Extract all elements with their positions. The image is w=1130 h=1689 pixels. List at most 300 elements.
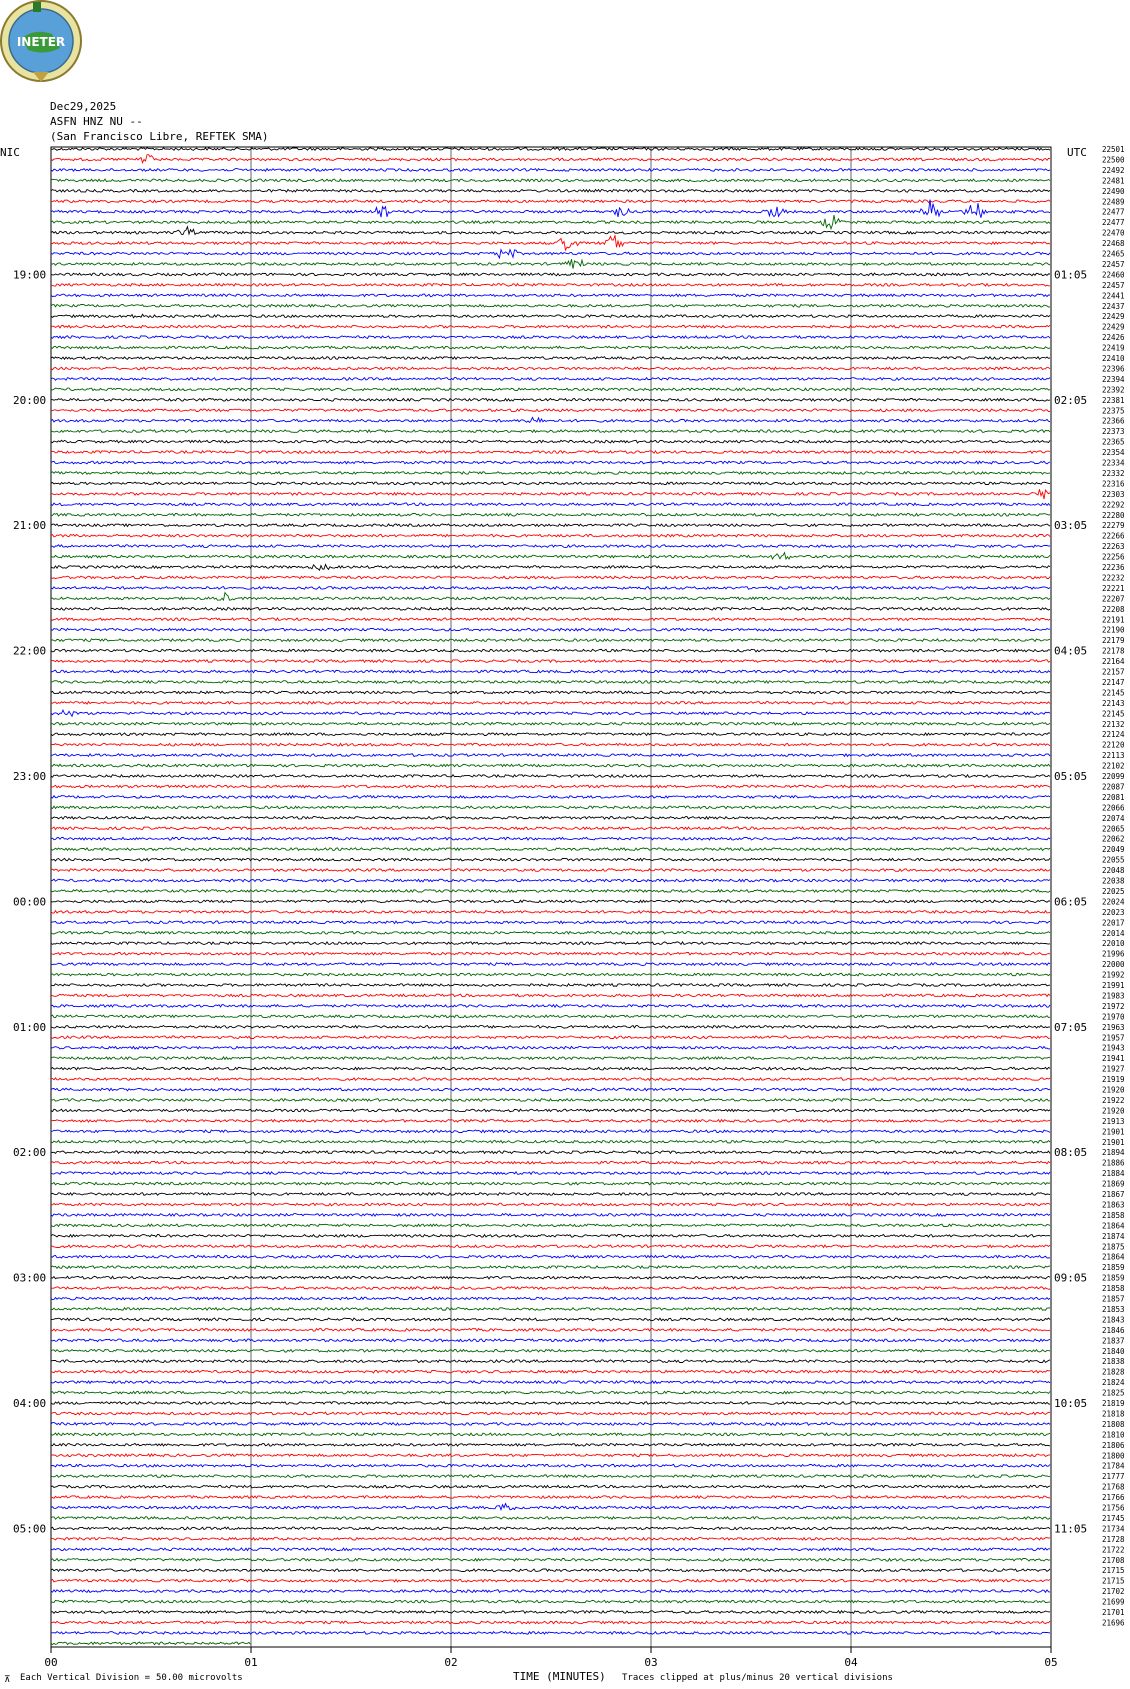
x-tick-label: 03 bbox=[644, 1656, 658, 1669]
trace-rms-value: 22334 bbox=[1102, 458, 1125, 468]
trace-line bbox=[51, 660, 1050, 663]
trace-rms-value: 22256 bbox=[1102, 552, 1125, 562]
trace-rms-value: 21766 bbox=[1102, 1493, 1125, 1502]
trace-line bbox=[51, 1067, 1050, 1070]
trace-line bbox=[51, 670, 1050, 673]
trace-rms-value: 22025 bbox=[1102, 886, 1125, 896]
trace-line bbox=[51, 1266, 1050, 1269]
trace-line bbox=[51, 215, 1050, 229]
trace-rms-value: 22145 bbox=[1102, 709, 1125, 719]
trace-line bbox=[51, 1255, 1050, 1258]
trace-rms-value: 21941 bbox=[1102, 1054, 1125, 1064]
trace-rms-value: 22316 bbox=[1102, 479, 1125, 489]
plot-frame bbox=[51, 147, 1051, 1647]
trace-rms-value: 21784 bbox=[1102, 1461, 1125, 1471]
trace-line bbox=[51, 837, 1050, 840]
trace-line bbox=[51, 1235, 1050, 1238]
trace-rms-value: 21800 bbox=[1102, 1451, 1125, 1461]
trace-rms-value: 21859 bbox=[1102, 1273, 1125, 1283]
trace-rms-value: 21864 bbox=[1102, 1221, 1125, 1231]
trace-rms-value: 21702 bbox=[1102, 1587, 1125, 1597]
x-tick-label: 05 bbox=[1044, 1656, 1058, 1669]
trace-line bbox=[51, 796, 1050, 799]
right-hour-label: 05:05 bbox=[1054, 770, 1088, 783]
trace-rms-value: 21894 bbox=[1102, 1148, 1125, 1158]
trace-rms-value: 22457 bbox=[1102, 280, 1125, 290]
trace-line bbox=[51, 743, 1050, 746]
trace-line bbox=[51, 1527, 1050, 1530]
trace-line bbox=[51, 1559, 1050, 1562]
trace-line bbox=[51, 723, 1050, 726]
scale-prefix: Each Vertical Division = bbox=[20, 1673, 151, 1683]
trace-rms-value: 21818 bbox=[1102, 1409, 1125, 1419]
trace-rms-value: 21728 bbox=[1102, 1534, 1125, 1544]
trace-rms-value: 22208 bbox=[1102, 604, 1125, 614]
trace-rms-value: 22392 bbox=[1102, 385, 1125, 395]
trace-rms-value: 21901 bbox=[1102, 1137, 1125, 1147]
left-hour-label: 03:00 bbox=[13, 1271, 47, 1285]
x-tick-label: 01 bbox=[244, 1656, 258, 1669]
trace-rms-value: 21863 bbox=[1102, 1200, 1125, 1210]
trace-rms-value: 21824 bbox=[1102, 1378, 1125, 1388]
trace-line bbox=[51, 1569, 1050, 1572]
trace-line bbox=[51, 775, 1050, 778]
trace-line bbox=[51, 1496, 1050, 1499]
trace-line bbox=[51, 1224, 1050, 1227]
trace-rms-value: 22375 bbox=[1102, 406, 1125, 416]
right-hour-label: 04:05 bbox=[1054, 644, 1088, 658]
trace-line bbox=[51, 1099, 1050, 1102]
trace-line bbox=[51, 1423, 1050, 1426]
trace-line bbox=[51, 785, 1050, 788]
trace-line bbox=[51, 1600, 1050, 1603]
trace-rms-value: 21768 bbox=[1102, 1482, 1125, 1492]
trace-rms-value: 22087 bbox=[1102, 782, 1125, 792]
trace-rms-value: 21715 bbox=[1102, 1566, 1125, 1576]
trace-line bbox=[51, 399, 1050, 402]
right-hour-label: 10:05 bbox=[1054, 1397, 1088, 1410]
trace-rms-value: 21920 bbox=[1102, 1085, 1125, 1095]
trace-rms-value: 22481 bbox=[1102, 176, 1125, 186]
trace-line bbox=[51, 482, 1050, 485]
left-hour-label: 22:00 bbox=[13, 644, 47, 658]
trace-line bbox=[51, 409, 1050, 412]
trace-line bbox=[51, 1214, 1050, 1217]
trace-rms-value: 22381 bbox=[1102, 395, 1125, 405]
trace-rms-value: 21808 bbox=[1102, 1419, 1125, 1429]
trace-line bbox=[51, 1350, 1050, 1353]
left-hour-label: 05:00 bbox=[13, 1522, 47, 1536]
trace-rms-value: 22221 bbox=[1102, 583, 1125, 593]
trace-line bbox=[51, 1433, 1050, 1436]
scale-value: 50.00 microvolts bbox=[156, 1673, 243, 1683]
trace-line bbox=[51, 879, 1050, 882]
left-hour-label: 19:00 bbox=[13, 268, 47, 282]
trace-line bbox=[51, 1015, 1050, 1018]
trace-rms-value: 21920 bbox=[1102, 1106, 1125, 1116]
x-axis-label: TIME (MINUTES) bbox=[513, 1670, 606, 1683]
trace-rms-value: 22477 bbox=[1102, 207, 1125, 217]
trace-rms-value: 21858 bbox=[1102, 1284, 1125, 1293]
trace-rms-value: 22263 bbox=[1102, 542, 1125, 552]
trace-line bbox=[51, 378, 1050, 381]
trace-rms-value: 22366 bbox=[1102, 416, 1125, 426]
trace-line bbox=[51, 1402, 1050, 1405]
trace-line bbox=[51, 681, 1050, 684]
trace-line bbox=[51, 1287, 1050, 1290]
trace-line bbox=[51, 1151, 1050, 1154]
trace-rms-value: 22023 bbox=[1102, 907, 1125, 917]
trace-line bbox=[51, 1057, 1050, 1060]
trace-rms-value: 22179 bbox=[1102, 636, 1125, 646]
trace-rms-value: 22303 bbox=[1102, 489, 1125, 499]
trace-rms-value: 22066 bbox=[1102, 803, 1125, 813]
trace-line bbox=[51, 1203, 1050, 1206]
trace-rms-value: 21919 bbox=[1102, 1075, 1125, 1084]
trace-rms-value: 22437 bbox=[1102, 301, 1125, 311]
trace-rms-value: 21869 bbox=[1102, 1179, 1125, 1189]
trace-line bbox=[51, 973, 1050, 976]
trace-line bbox=[51, 259, 1050, 269]
trace-rms-value: 22266 bbox=[1102, 531, 1125, 541]
trace-rms-value: 21963 bbox=[1102, 1022, 1125, 1032]
trace-line bbox=[51, 1391, 1050, 1394]
trace-line bbox=[51, 235, 1050, 250]
trace-rms-value: 21957 bbox=[1102, 1033, 1125, 1043]
trace-line bbox=[51, 1454, 1050, 1457]
trace-rms-value: 22280 bbox=[1102, 510, 1125, 520]
trace-rms-value: 22429 bbox=[1102, 312, 1125, 322]
trace-rms-value: 21819 bbox=[1102, 1399, 1125, 1408]
trace-line bbox=[51, 1276, 1050, 1279]
trace-line bbox=[51, 1120, 1050, 1123]
trace-rms-value: 21756 bbox=[1102, 1503, 1125, 1513]
trace-rms-value: 21901 bbox=[1102, 1127, 1125, 1137]
trace-line bbox=[51, 514, 1050, 517]
right-hour-label: 06:05 bbox=[1054, 895, 1088, 909]
trace-line bbox=[51, 952, 1050, 955]
x-tick-label: 00 bbox=[44, 1656, 58, 1669]
trace-line bbox=[51, 1182, 1050, 1185]
trace-line bbox=[51, 1109, 1050, 1112]
right-timezone-label: UTC bbox=[1067, 146, 1087, 159]
trace-rms-value: 21837 bbox=[1102, 1336, 1125, 1346]
trace-line bbox=[51, 430, 1050, 433]
trace-rms-value: 22477 bbox=[1102, 218, 1125, 228]
trace-line bbox=[51, 587, 1050, 590]
trace-line bbox=[51, 451, 1050, 454]
right-hour-label: 03:05 bbox=[1054, 519, 1088, 533]
trace-rms-value: 22489 bbox=[1102, 197, 1125, 207]
left-hour-label: 01:00 bbox=[13, 1020, 47, 1034]
trace-line bbox=[51, 900, 1050, 903]
trace-line bbox=[51, 817, 1050, 820]
trace-rms-value: 21853 bbox=[1102, 1304, 1125, 1314]
x-tick-label: 04 bbox=[844, 1656, 858, 1669]
trace-line bbox=[51, 227, 1050, 235]
trace-line bbox=[51, 534, 1050, 537]
trace-rms-value: 21996 bbox=[1102, 949, 1125, 959]
trace-line bbox=[51, 1130, 1050, 1133]
trace-line bbox=[51, 1517, 1050, 1520]
trace-line bbox=[51, 417, 1050, 422]
left-hour-label: 21:00 bbox=[13, 519, 47, 533]
right-hour-label: 08:05 bbox=[1054, 1146, 1088, 1160]
x-tick-label: 02 bbox=[444, 1656, 458, 1669]
right-hour-label: 11:05 bbox=[1054, 1522, 1088, 1536]
trace-rms-value: 21922 bbox=[1102, 1095, 1125, 1105]
left-hour-label: 23:00 bbox=[13, 770, 47, 783]
trace-line bbox=[51, 1621, 1050, 1624]
trace-line bbox=[51, 1088, 1050, 1091]
trace-rms-value: 22429 bbox=[1102, 322, 1125, 332]
trace-line bbox=[51, 1141, 1050, 1144]
trace-line bbox=[51, 1329, 1050, 1332]
right-hour-label: 09:05 bbox=[1054, 1271, 1088, 1285]
trace-rms-value: 22465 bbox=[1102, 249, 1125, 259]
trace-rms-value: 21864 bbox=[1102, 1252, 1125, 1262]
trace-rms-value: 21875 bbox=[1102, 1242, 1125, 1252]
trace-line bbox=[51, 1642, 251, 1645]
trace-line bbox=[51, 942, 1050, 945]
trace-rms-value: 21992 bbox=[1102, 970, 1125, 980]
trace-rms-value: 21828 bbox=[1102, 1367, 1125, 1377]
logo-text: INETER bbox=[16, 35, 66, 49]
trace-line bbox=[51, 764, 1050, 767]
trace-line bbox=[51, 608, 1050, 611]
trace-line bbox=[51, 628, 1050, 631]
right-hour-label: 07:05 bbox=[1054, 1020, 1088, 1034]
trace-rms-value: 22157 bbox=[1102, 667, 1125, 677]
trace-line bbox=[51, 754, 1050, 757]
trace-line bbox=[51, 1464, 1050, 1467]
trace-rms-value: 22426 bbox=[1102, 333, 1125, 343]
trace-line bbox=[51, 367, 1050, 370]
trace-rms-value: 21859 bbox=[1102, 1263, 1125, 1273]
trace-rms-value: 21874 bbox=[1102, 1231, 1125, 1241]
trace-line bbox=[51, 284, 1050, 287]
trace-rms-value: 22354 bbox=[1102, 448, 1125, 457]
trace-rms-value: 21943 bbox=[1102, 1043, 1125, 1053]
trace-rms-value: 21858 bbox=[1102, 1210, 1125, 1220]
trace-rms-value: 21699 bbox=[1102, 1597, 1125, 1607]
trace-rms-value: 22178 bbox=[1102, 646, 1125, 656]
trace-line bbox=[51, 1504, 1050, 1510]
trace-rms-value: 21927 bbox=[1102, 1064, 1125, 1074]
trace-rms-value: 22010 bbox=[1102, 939, 1125, 949]
trace-line bbox=[51, 806, 1050, 809]
trace-rms-value: 22457 bbox=[1102, 259, 1125, 269]
trace-rms-value: 21696 bbox=[1102, 1618, 1125, 1628]
trace-line bbox=[51, 848, 1050, 851]
trace-line bbox=[51, 1297, 1050, 1300]
trace-rms-value: 21838 bbox=[1102, 1357, 1125, 1367]
trace-line bbox=[51, 1538, 1050, 1541]
trace-line bbox=[51, 932, 1050, 935]
trace-rms-value: 21884 bbox=[1102, 1169, 1125, 1179]
trace-line bbox=[51, 1245, 1050, 1248]
trace-rms-value: 21913 bbox=[1102, 1116, 1125, 1126]
trace-rms-value: 21810 bbox=[1102, 1430, 1125, 1440]
trace-line bbox=[51, 593, 1050, 601]
trace-line bbox=[51, 1026, 1050, 1029]
trace-line bbox=[51, 576, 1050, 579]
trace-line bbox=[51, 1360, 1050, 1363]
trace-rms-value: 22332 bbox=[1102, 468, 1125, 478]
trace-line bbox=[51, 1412, 1050, 1415]
trace-line bbox=[51, 472, 1050, 475]
right-hour-label: 01:05 bbox=[1054, 268, 1088, 282]
trace-line bbox=[51, 148, 1050, 151]
trace-rms-value: 21825 bbox=[1102, 1388, 1125, 1398]
scale-icon: ⊼ bbox=[4, 1675, 11, 1685]
trace-line bbox=[51, 890, 1050, 893]
trace-rms-value: 22492 bbox=[1102, 165, 1125, 175]
trace-rms-value: 21734 bbox=[1102, 1524, 1125, 1534]
trace-rms-value: 21806 bbox=[1102, 1440, 1125, 1450]
trace-rms-value: 22048 bbox=[1102, 866, 1125, 875]
trace-line bbox=[51, 618, 1050, 621]
trace-rms-value: 22102 bbox=[1102, 761, 1125, 771]
trace-line bbox=[51, 461, 1050, 464]
trace-rms-value: 22190 bbox=[1102, 625, 1125, 635]
trace-line bbox=[51, 827, 1050, 830]
trace-rms-value: 22207 bbox=[1102, 594, 1125, 604]
trace-line bbox=[51, 963, 1050, 966]
trace-rms-value: 21970 bbox=[1102, 1012, 1125, 1022]
trace-line bbox=[51, 691, 1050, 694]
trace-line bbox=[51, 346, 1050, 349]
trace-rms-value: 22394 bbox=[1102, 374, 1125, 384]
trace-rms-value: 22000 bbox=[1102, 960, 1125, 970]
trace-line bbox=[51, 169, 1050, 172]
trace-rms-value: 21991 bbox=[1102, 981, 1125, 990]
left-hour-label: 00:00 bbox=[13, 895, 47, 909]
trace-rms-value: 22065 bbox=[1102, 824, 1125, 834]
trace-line bbox=[51, 1579, 1050, 1582]
trace-line bbox=[51, 702, 1050, 705]
trace-line bbox=[51, 911, 1050, 914]
trace-line bbox=[51, 1475, 1050, 1478]
trace-line bbox=[51, 565, 1050, 571]
trace-rms-value: 21983 bbox=[1102, 991, 1125, 1001]
trace-line bbox=[51, 1172, 1050, 1175]
trace-rms-value: 22074 bbox=[1102, 813, 1125, 823]
trace-line bbox=[51, 179, 1050, 182]
trace-rms-value: 21843 bbox=[1102, 1315, 1125, 1325]
trace-line bbox=[51, 1381, 1050, 1384]
station-label: (San Francisco Libre, REFTEK SMA) bbox=[50, 130, 269, 143]
trace-line bbox=[51, 1005, 1050, 1008]
trace-rms-value: 22143 bbox=[1102, 698, 1125, 708]
trace-line bbox=[51, 1339, 1050, 1342]
trace-rms-value: 21972 bbox=[1102, 1001, 1125, 1011]
trace-rms-value: 22501 bbox=[1102, 145, 1125, 154]
trace-rms-value: 22099 bbox=[1102, 772, 1125, 781]
trace-rms-value: 22014 bbox=[1102, 928, 1125, 938]
date-label: Dec29,2025 bbox=[50, 100, 117, 113]
trace-rms-value: 22419 bbox=[1102, 343, 1125, 353]
trace-line bbox=[51, 984, 1050, 987]
trace-rms-value: 21777 bbox=[1102, 1472, 1125, 1482]
trace-rms-value: 22470 bbox=[1102, 228, 1125, 238]
trace-line bbox=[51, 1318, 1050, 1321]
trace-line bbox=[51, 305, 1050, 308]
trace-rms-value: 22468 bbox=[1102, 239, 1125, 249]
trace-rms-value: 22292 bbox=[1102, 500, 1125, 510]
trace-rms-value: 21867 bbox=[1102, 1190, 1125, 1199]
trace-rms-value: 22396 bbox=[1102, 364, 1125, 374]
trace-line bbox=[51, 639, 1050, 642]
trace-rms-value: 22049 bbox=[1102, 845, 1125, 855]
trace-line bbox=[51, 200, 1050, 203]
trace-rms-value: 22460 bbox=[1102, 270, 1125, 280]
trace-line bbox=[51, 190, 1050, 193]
right-hour-label: 02:05 bbox=[1054, 393, 1088, 407]
trace-line bbox=[51, 553, 1050, 559]
trace-rms-value: 22055 bbox=[1102, 855, 1125, 865]
trace-rms-value: 21701 bbox=[1102, 1608, 1125, 1617]
trace-line bbox=[51, 1485, 1050, 1488]
trace-rms-value: 21846 bbox=[1102, 1325, 1125, 1335]
trace-line bbox=[51, 1548, 1050, 1551]
trace-rms-value: 22147 bbox=[1102, 677, 1125, 687]
trace-line bbox=[51, 357, 1050, 360]
trace-rms-value: 22236 bbox=[1102, 563, 1125, 572]
trace-line bbox=[51, 1632, 1050, 1635]
trace-line bbox=[51, 1444, 1050, 1447]
trace-line bbox=[51, 1036, 1050, 1039]
left-hour-label: 02:00 bbox=[13, 1146, 47, 1160]
trace-line bbox=[51, 1078, 1050, 1081]
trace-line bbox=[51, 869, 1050, 872]
trace-rms-value: 22441 bbox=[1102, 291, 1125, 301]
left-timezone-label: NIC bbox=[0, 146, 20, 159]
trace-line bbox=[51, 921, 1050, 924]
trace-line bbox=[51, 1046, 1050, 1049]
trace-line bbox=[51, 1370, 1050, 1373]
trace-rms-value: 22024 bbox=[1102, 897, 1125, 907]
trace-line bbox=[51, 524, 1050, 527]
trace-line bbox=[51, 294, 1050, 297]
trace-rms-value: 22373 bbox=[1102, 427, 1125, 437]
trace-line bbox=[51, 733, 1050, 736]
trace-rms-value: 21745 bbox=[1102, 1513, 1125, 1523]
trace-line bbox=[51, 250, 1050, 258]
trace-rms-value: 22081 bbox=[1102, 792, 1125, 802]
trace-line bbox=[51, 649, 1050, 652]
trace-line bbox=[51, 1308, 1050, 1311]
trace-line bbox=[51, 273, 1050, 276]
trace-line bbox=[51, 314, 1050, 318]
trace-rms-value: 22365 bbox=[1102, 437, 1125, 447]
trace-line bbox=[51, 1611, 1050, 1614]
trace-rms-value: 22279 bbox=[1102, 521, 1125, 531]
left-hour-label: 20:00 bbox=[13, 393, 47, 407]
trace-line bbox=[51, 1193, 1050, 1196]
trace-line bbox=[51, 1590, 1050, 1593]
trace-rms-value: 22017 bbox=[1102, 918, 1125, 928]
trace-rms-value: 21722 bbox=[1102, 1545, 1125, 1555]
trace-rms-value: 22164 bbox=[1102, 657, 1125, 666]
channel-label: ASFN HNZ NU -- bbox=[50, 115, 143, 128]
trace-rms-value: 22500 bbox=[1102, 155, 1125, 165]
trace-line bbox=[51, 325, 1050, 328]
trace-line bbox=[51, 994, 1050, 997]
trace-line bbox=[51, 858, 1050, 861]
trace-rms-value: 22191 bbox=[1102, 615, 1125, 625]
trace-rms-value: 22232 bbox=[1102, 573, 1125, 583]
